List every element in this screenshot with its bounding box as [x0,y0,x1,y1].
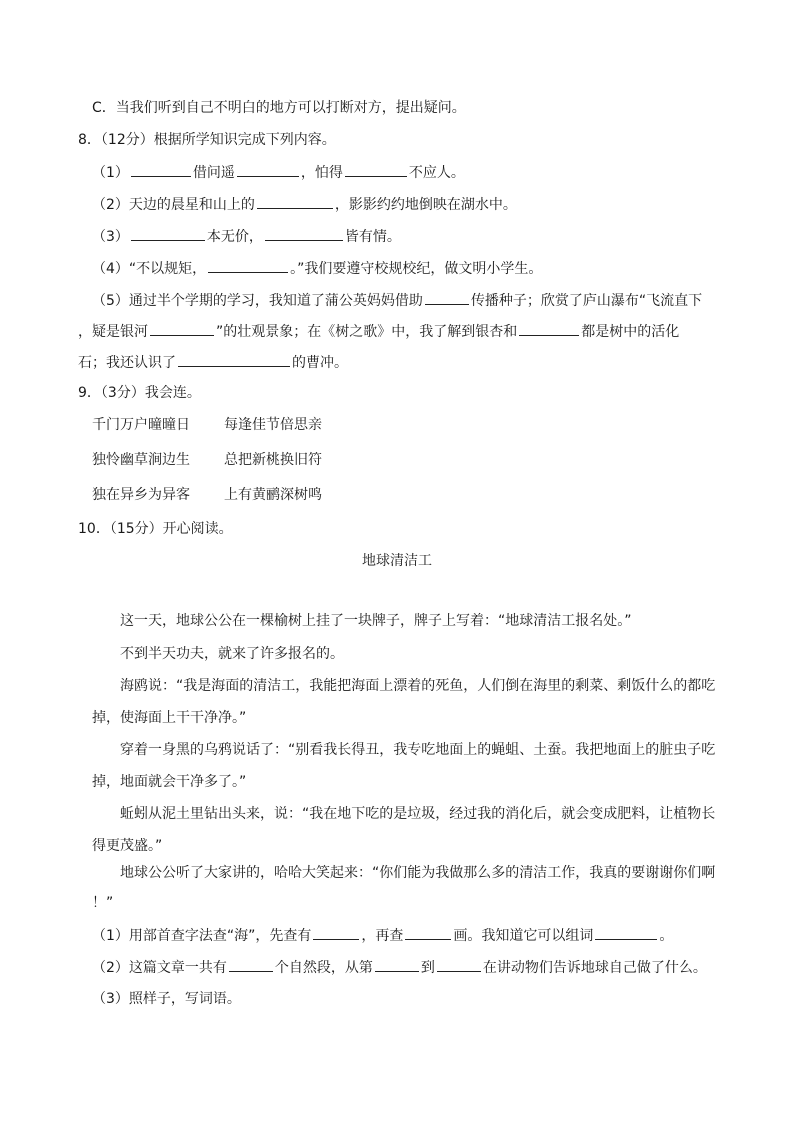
q10-sub-1-part-c: 画。我知道它可以组词 [453,928,594,944]
answer-blank[interactable] [208,258,288,273]
q8-item-1 [92,162,465,183]
passage-paragraph-cont: 掉，使海面上干干净净。” [92,710,247,726]
answer-blank[interactable] [237,162,299,177]
answer-blank[interactable] [375,957,419,972]
answer-blank[interactable] [229,957,273,972]
q8-item-4-part-b: 。”我们要遵守校规校纪，做文明小学生。 [290,261,543,277]
answer-blank[interactable] [313,925,359,940]
q9-right-item[interactable]: 总把新桃换旧符 [224,452,322,468]
q9-left-item[interactable]: 千门万户曈曈日 [92,417,190,433]
q8-item-2-part-b: ，影影约约地倒映在湖水中。 [334,197,517,213]
answer-blank[interactable] [178,352,290,367]
passage-paragraph-cont: ！” [92,895,114,911]
q10-sub-1-part-b: ，再查 [361,928,404,944]
q8-item-5-text-2c: 都是树中的活化 [581,324,680,340]
q8-item-1-part-c: ，怕得 [300,165,343,181]
q10-sub-2-part-c: 到 [420,960,435,976]
q9-left-item[interactable]: 独在异乡为异客 [92,487,190,503]
answer-blank[interactable] [257,194,333,209]
q9-header: 9．（3分）我会连。 [78,385,201,401]
q8-item-3-part-c: 皆有情。 [344,229,401,245]
q10-sub-3: （3）照样子，写词语。 [92,991,241,1007]
q8-item-5-text-3b: 的曹冲。 [292,355,348,371]
passage-paragraph-cont: 掉，地面就会干净多了。” [92,774,247,790]
q9-right-item[interactable]: 每逢佳节倍思亲 [224,417,322,433]
passage-paragraph: 蚯蚓从泥土里钻出头来，说：“我在地下吃的是垃圾，经过我的消化后，就会变成肥料，让植物长 [120,806,716,822]
q8-item-1-part-a: （1） [92,165,129,181]
q10-sub-2 [92,957,707,978]
passage-paragraph-cont: 得更茂盛。” [92,838,163,854]
q8-item-5-line-3 [78,352,348,373]
passage-paragraph: 地球公公听了大家讲的，哈哈大笑起来：“你们能为我做那么多的清洁工作，我真的要谢谢你们啊 [120,865,716,881]
q9-right-item[interactable]: 上有黄鹂深树鸣 [224,487,322,503]
q10-sub-1 [92,925,673,946]
q10-sub-2-part-d: 在讲动物们告诉地球自己做了什么。 [482,960,707,976]
q8-item-2-part-a: （2）天边的晨星和山上的 [92,197,255,213]
q8-item-5-text-2b: ”的壮观景象；在《树之歌》中，我了解到银杏和 [216,324,518,340]
q8-item-5-line-2 [78,321,679,342]
q8-item-5-line-1 [92,290,702,311]
answer-blank[interactable] [131,226,205,241]
q8-item-3-part-a: （3） [92,229,129,245]
q8-header: 8．（12分）根据所学知识完成下列内容。 [78,132,336,148]
answer-blank[interactable] [425,290,469,305]
q8-item-3-part-b: 本无价， [206,229,263,245]
answer-blank[interactable] [131,162,191,177]
q7-option-c: C．当我们听到自己不明白的地方可以打断对方，提出疑问。 [92,100,466,116]
q10-sub-1-part-a: （1）用部首查字法查“海”，先查有 [92,928,312,944]
q10-sub-1-part-d: 。 [659,928,674,944]
answer-blank[interactable] [265,226,343,241]
q8-item-3 [92,226,401,247]
q8-item-2 [92,194,517,215]
q8-item-1-part-b: 借问遥 [192,165,235,181]
answer-blank[interactable] [437,957,481,972]
q10-header: 10．（15分）开心阅读。 [78,521,233,537]
q10-sub-2-part-a: （2）这篇文章一共有 [92,960,227,976]
q8-item-5-text-2a: ，疑是银河 [78,324,148,340]
answer-blank[interactable] [405,925,451,940]
q8-item-1-part-d: 不应人。 [408,165,465,181]
passage-title: 地球清洁工 [362,553,432,569]
q8-item-5-text-3a: 石；我还认识了 [78,355,176,371]
answer-blank[interactable] [519,321,579,336]
passage-paragraph: 海鸥说：“我是海面的清洁工，我能把海面上漂着的死鱼，人们倒在海里的剩菜、剩饭什么的都吃 [120,678,716,694]
answer-blank[interactable] [345,162,407,177]
answer-blank[interactable] [595,925,657,940]
q8-item-4 [92,258,542,279]
q9-left-item[interactable]: 独怜幽草涧边生 [92,452,190,468]
q8-item-5-text-1b: 传播种子；欣赏了庐山瀑布“飞流直下 [470,293,703,309]
answer-blank[interactable] [150,321,214,336]
q8-item-5-text-1a: （5）通过半个学期的学习，我知道了蒲公英妈妈借助 [92,293,423,309]
passage-paragraph: 这一天，地球公公在一棵榆树上挂了一块牌子，牌子上写着：“地球清洁工报名处。” [120,613,632,629]
passage-paragraph: 不到半天功夫，就来了许多报名的。 [120,646,344,662]
q8-item-4-part-a: （4）“不以规矩， [92,261,207,277]
passage-paragraph: 穿着一身黑的乌鸦说话了：“别看我长得丑，我专吃地面上的蝇蛆、土蚕。我把地面上的脏虫子吃 [120,742,716,758]
q10-sub-2-part-b: 个自然段，从第 [274,960,373,976]
